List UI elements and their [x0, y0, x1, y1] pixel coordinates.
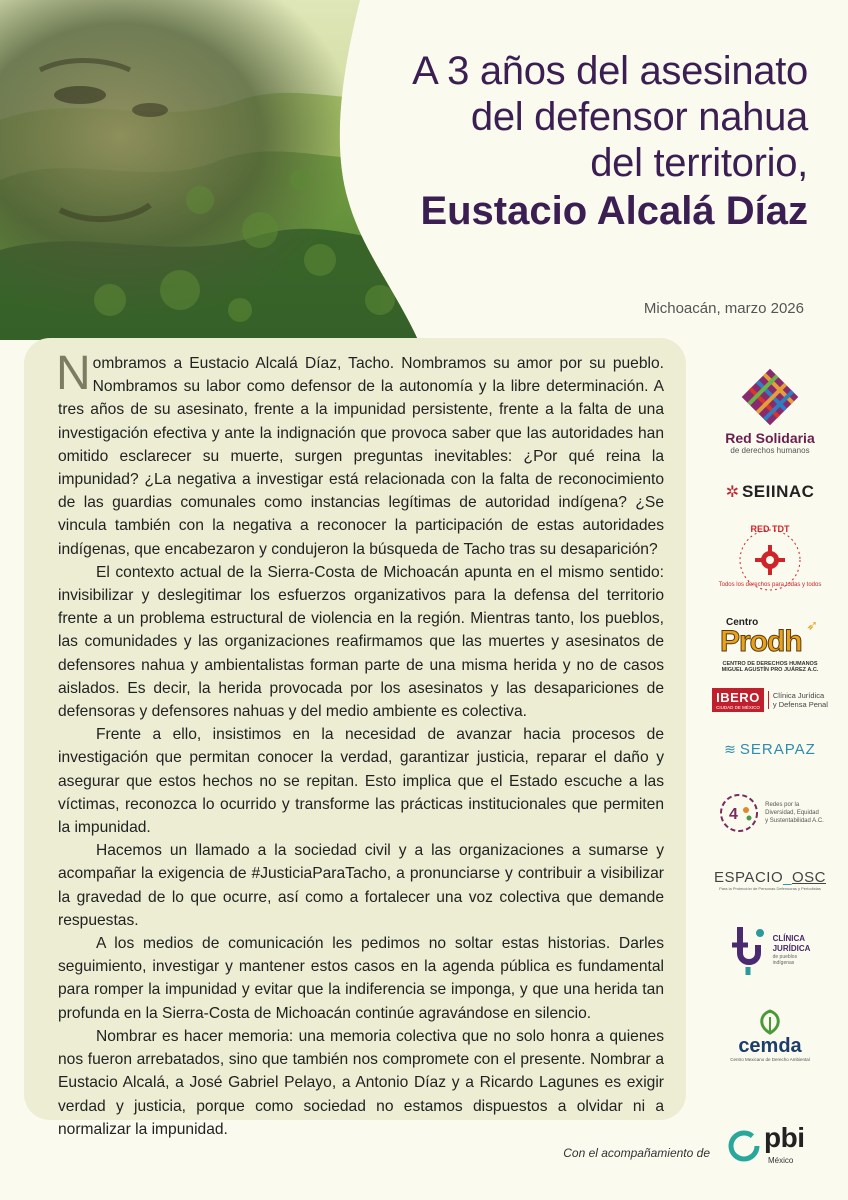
paragraph-6: Nombrar es hacer memoria: una memoria colectiva que no solo honra a quienes nos fueron arrebatados, sino que también nos compromete con el presente. Nombrar a Eustacio Alcalá, a José Gabriel Pelayo, a Antonio Díaz y a Ricardo Lagunes es exigir verdad y justicia, porque como sociedad no estamos dispuestos a olvidar ni a normalizar la impunidad. — [58, 1027, 664, 1138]
pbi-ring-icon — [726, 1128, 762, 1164]
paragraph-1-text: ombramos a Eustacio Alcalá Díaz, Tacho. Nombramos su amor por su pueblo. Nombramos su labor como defensor de la autonomía y la libre determinación. A tres años de su asesinato, frente a la impunidad persistente, frente a la falta de una investigación efectiva y ante la indignación que provoca saber que las autoridades han omitido esclarecer su muerte, surgen preguntas inevitables: ¿Por qué reina la impunidad? ¿La negativa a investigar está relacionada con la falta de reconocimiento de las guardias comunales como instancias legítimas de autoridad indígena? ¿Se vincula también con la negativa a reconocer la participación de estas autoridades indígenas, que encabezaron y condujeron la búsqueda de Tacho tras su desaparición? — [58, 355, 664, 558]
seiinac-icon: ✲ — [725, 484, 739, 501]
headline-line-3: del territorio, — [590, 141, 808, 185]
pbi-name: pbi — [764, 1122, 805, 1153]
logo-centro-prodh — [700, 610, 840, 680]
prodh-bird-icon: ➶ — [806, 617, 818, 633]
clinica-figure-icon — [730, 923, 770, 977]
serapaz-name: SERAPAZ — [739, 740, 816, 758]
prodh-sub: CENTRO DE DERECHOS HUMANOS — [722, 661, 818, 667]
red-solidaria-sub: de derechos humanos — [730, 445, 810, 455]
redes-text — [765, 801, 824, 825]
redes-circle-icon — [716, 790, 762, 836]
clinica-line1: CLÍNICA — [772, 934, 806, 943]
prodh-tag: Centro — [726, 617, 759, 628]
espacio-sub: Para la Protección de Personas Defensoras y Periodistas — [719, 886, 821, 891]
headline-name: Eustacio Alcalá Díaz — [420, 189, 808, 233]
cemda-leaf-icon — [755, 1009, 785, 1035]
ibero-unit-line2: y Defensa Penal — [772, 700, 828, 709]
cemda-name: cemda — [738, 1034, 802, 1057]
red-tdt-ring-text: Todos los derechos para todas y todos — [718, 582, 822, 588]
red-tdt-center-label: RED TDT — [750, 524, 790, 534]
logo-red-tdt — [700, 520, 840, 600]
clinica-text — [773, 934, 811, 966]
espacio-osc: OSC — [791, 869, 826, 886]
logo-cemda — [700, 1000, 840, 1070]
paragraph-1 — [56, 347, 664, 561]
statement-panel — [24, 338, 686, 1138]
dateline: Michoacán, marzo 2026 — [643, 300, 804, 317]
paragraph-3: Frente a ello, insistimos en la necesidad de avanzar hacia procesos de investigación que permitan conocer la verdad, garantizar justicia, reparar el daño y asegurar que estos hechos no se repitan. Esto implica que el Estado escuche a las víctimas, reconozca lo ocurrido y transforme las prácticas institucionales que permiten la impunidad. — [58, 726, 664, 837]
prodh-wordmark — [720, 617, 820, 661]
clinica-line4: indígenas — [772, 960, 795, 966]
logo-serapaz — [700, 736, 840, 762]
redes-line3: y Sustentabilidad A.C. — [765, 818, 824, 824]
paragraph-4: Hacemos un llamado a la sociedad civil y a las organizaciones a sumarse y acompañar la exigencia de #JusticiaParaTacho, a pronunciarse y contribuir a visibilizar la gravedad de lo que ocurre, así como a fortalecer una voz colectiva que demande respuestas. — [58, 842, 664, 929]
logo-clinica-juridica — [700, 920, 840, 980]
footer — [560, 1122, 840, 1172]
red-solidaria-name: Red Solidaria — [725, 429, 815, 446]
paragraph-2: El contexto actual de la Sierra-Costa de Michoacán apunta en el mismo sentido: invisibilizar y deslegitimar los esfuerzos organizativos para la defensa del territorio frente a un problema estructural de violencia en la región. Mientras tanto, los pueblos, las comunidades y las organizaciones reafirmamos que las muertes y asesinatos de defensores nahua y ambientalistas forman parte de una misma herida y no de casos aislados. Es decir, la herida provocada por los asesinatos y las desapariciones de defensoras y defensores nahuas y del medio ambiente es colectiva. — [58, 563, 664, 721]
redes-line1: Redes por la — [765, 802, 800, 808]
prodh-sub2: MIGUEL AGUSTÍN PRO JUÁREZ A.C. — [721, 667, 819, 673]
logo-ibero — [700, 682, 840, 718]
accompaniment-text: Con el acompañamiento de — [563, 1146, 710, 1160]
serapaz-wave-icon: ≋ — [724, 740, 736, 757]
ibero-unit — [768, 691, 828, 709]
espacio-name: ESPACIO — [714, 869, 784, 886]
paragraph-5: A los medios de comunicación les pedimos no soltar estas historias. Darles seguimiento, investigar y mantener estos casos en la agenda pública es fundamental para romper la impunidad y evitar que la indiferencia se imponga, y que una herida tan profunda en la Sierra-Costa de Michoacán continúe agravándose en silencio. — [58, 935, 664, 1022]
logo-seiinac — [700, 476, 840, 508]
headline — [288, 48, 808, 236]
drop-cap: N — [56, 347, 91, 400]
ibero-name: IBERO — [716, 690, 760, 705]
red-solidaria-mark-icon — [739, 366, 801, 428]
logo-espacio-osc — [700, 860, 840, 900]
espacio-wordmark: ESPACIO_OSC — [714, 869, 826, 886]
seiinac-name: SEIINAC — [741, 482, 815, 501]
cemda-sub: Centro Mexicano de Derecho Ambiental — [730, 1056, 810, 1062]
prodh-name: Prodh — [720, 625, 802, 658]
svg-text:4: 4 — [729, 806, 739, 823]
clinica-line2: JURÍDICA — [772, 944, 811, 953]
headline-line-1: A 3 años del asesinato — [412, 49, 808, 93]
redes-line2: Diversidad, Equidad — [765, 810, 819, 816]
headline-line-2: del defensor nahua — [470, 95, 808, 139]
clinica-line3: de pueblos — [772, 954, 798, 960]
logo-redes-diversidad — [700, 788, 840, 838]
ibero-unit-line1: Clínica Jurídica — [772, 691, 825, 700]
pbi-sub: México — [768, 1156, 794, 1165]
ibero-badge — [712, 688, 764, 712]
organization-logos — [700, 360, 840, 1080]
ibero-city: CIUDAD DE MÉXICO — [716, 705, 760, 710]
logo-red-solidaria — [700, 360, 840, 460]
